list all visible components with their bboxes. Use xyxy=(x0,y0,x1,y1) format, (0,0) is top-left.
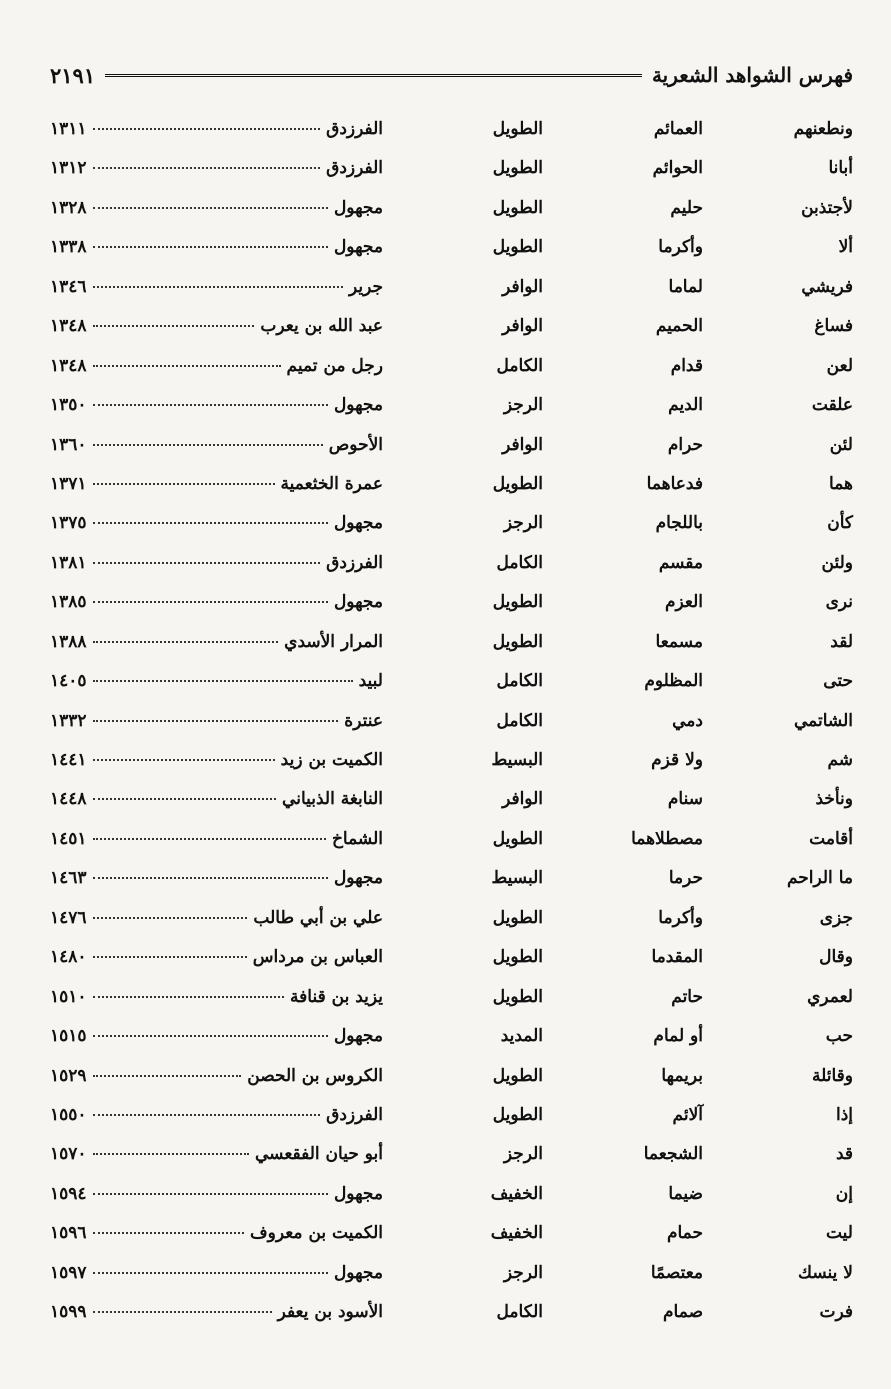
rhyme-word: حرما xyxy=(668,868,703,889)
meter: الطويل xyxy=(492,473,543,494)
dot-leader xyxy=(93,1232,244,1234)
meter: الرجز xyxy=(503,1144,543,1165)
poet-name: عبد الله بن يعرب xyxy=(260,316,383,337)
dot-leader xyxy=(93,246,328,248)
page-reference: ١٤٤٨ xyxy=(50,789,87,810)
rhyme-word: دمي xyxy=(672,710,703,731)
poet-name: أبو حيان الفقعسي xyxy=(254,1144,383,1165)
index-entry xyxy=(50,268,853,307)
rhyme-word: حاتم xyxy=(671,986,703,1007)
first-word: وقائلة xyxy=(812,1065,853,1086)
first-word: ونأخذ xyxy=(815,789,853,810)
first-word: فرت xyxy=(819,1302,853,1323)
meter: البسيط xyxy=(491,750,543,770)
rhyme-word: مصطلاهما xyxy=(631,828,703,849)
index-entry xyxy=(50,1057,853,1096)
index-entry xyxy=(50,426,853,465)
poet-cell xyxy=(50,277,383,297)
poet-name: مجهول xyxy=(333,197,383,218)
page-reference: ١٣٥٠ xyxy=(50,395,87,416)
dot-leader xyxy=(93,680,353,682)
first-word: ليت xyxy=(825,1223,853,1244)
dot-leader xyxy=(93,128,321,130)
rhyme-word: المقدما xyxy=(651,947,703,968)
meter: الطويل xyxy=(492,828,543,849)
rhyme-word: الشجعما xyxy=(643,1144,703,1165)
poet-name: مجهول xyxy=(333,395,383,416)
dot-leader xyxy=(93,838,326,840)
poet-cell xyxy=(50,908,383,928)
poet-cell xyxy=(50,513,383,533)
meter: الكامل xyxy=(496,355,543,376)
first-word: ما الراحم xyxy=(786,868,853,889)
page-reference: ١٥٧٠ xyxy=(50,1144,87,1165)
rhyme-word: مسمعا xyxy=(655,631,703,652)
dot-leader xyxy=(93,1035,328,1037)
poet-cell xyxy=(50,868,383,888)
first-word: كأن xyxy=(827,513,853,534)
page-reference: ١٤٧٦ xyxy=(50,907,87,928)
meter: الطويل xyxy=(492,631,543,652)
poet-cell xyxy=(50,356,383,376)
rhyme-word: الحوائم xyxy=(652,158,703,179)
index-entry xyxy=(50,465,853,504)
first-word: وقال xyxy=(819,947,853,968)
first-word: قد xyxy=(835,1144,853,1165)
poet-name: عمرة الخثعمية xyxy=(280,473,383,494)
poet-name: الفرزدق xyxy=(326,552,383,573)
rhyme-word: حليم xyxy=(670,197,703,218)
index-entry xyxy=(50,938,853,977)
page-reference: ١٣٣٨ xyxy=(50,237,87,258)
poet-name: عنترة xyxy=(344,710,383,731)
rhyme-word: فدعاهما xyxy=(646,473,703,494)
poet-cell xyxy=(50,158,383,178)
poet-name: الفرزدق xyxy=(326,119,383,139)
meter: الوافر xyxy=(502,434,543,455)
page-reference: ١٣٣٢ xyxy=(50,710,87,731)
first-word: إن xyxy=(835,1183,853,1204)
poet-cell xyxy=(50,1263,383,1283)
meter: المديد xyxy=(500,1026,543,1047)
dot-leader xyxy=(93,404,328,406)
poet-cell xyxy=(50,395,383,415)
poet-cell xyxy=(50,435,383,455)
poet-name: علي بن أبي طالب xyxy=(253,907,383,928)
page-reference: ١٣٦٠ xyxy=(50,434,87,455)
poet-cell xyxy=(50,829,383,849)
index-entry xyxy=(50,780,853,819)
dot-leader xyxy=(93,325,255,327)
dot-leader xyxy=(93,759,275,761)
index-entry xyxy=(50,662,853,701)
poet-name: رجل من تميم xyxy=(286,355,383,376)
rhyme-word: المظلوم xyxy=(644,671,703,692)
page-reference: ١٣٤٨ xyxy=(50,316,87,337)
rhyme-word: مقسم xyxy=(658,552,703,573)
index-entry xyxy=(50,149,853,188)
first-word: لأجتذبن xyxy=(801,197,853,218)
first-word: لعمري xyxy=(807,986,853,1007)
index-entry xyxy=(50,1254,853,1293)
first-word: حب xyxy=(825,1026,853,1047)
meter: الطويل xyxy=(492,592,543,613)
first-word: جزى xyxy=(819,907,853,928)
rhyme-word: ولا قزم xyxy=(651,750,703,770)
page-number: ٢١٩١ xyxy=(50,62,96,88)
poet-name: الكروس بن الحصن xyxy=(247,1065,383,1086)
rhyme-word: أو لمام xyxy=(653,1026,703,1047)
page-reference: ١٥٢٩ xyxy=(50,1065,87,1086)
poet-cell xyxy=(50,1066,383,1086)
meter: الكامل xyxy=(496,710,543,731)
meter: البسيط xyxy=(491,868,543,889)
poet-cell xyxy=(50,789,383,809)
rhyme-word: الديم xyxy=(668,395,703,416)
rhyme-word: حمام xyxy=(666,1223,703,1244)
first-word: حتى xyxy=(823,671,853,692)
poet-cell xyxy=(50,671,383,691)
first-word: لقد xyxy=(830,631,853,652)
page-reference: ١٤٥١ xyxy=(50,828,87,849)
index-entry xyxy=(50,702,853,741)
index-entry xyxy=(50,1135,853,1174)
rhyme-word: قدام xyxy=(670,355,703,376)
dot-leader xyxy=(93,641,279,643)
meter: الخفيف xyxy=(490,1223,543,1244)
poet-cell xyxy=(50,711,383,731)
poet-cell xyxy=(50,1223,383,1243)
rhyme-word: العمائم xyxy=(653,119,703,139)
page-reference: ١٣٨١ xyxy=(50,552,87,573)
first-word: أقامت xyxy=(809,828,853,849)
dot-leader xyxy=(93,483,275,485)
page-reference: ١٥٩٤ xyxy=(50,1183,87,1204)
page-reference: ١٥٩٩ xyxy=(50,1302,87,1323)
first-word: لا ينسك xyxy=(798,1262,853,1283)
meter: الرجز xyxy=(503,513,543,534)
page-reference: ١٣٧١ xyxy=(50,473,87,494)
poet-cell xyxy=(50,1026,383,1046)
poet-cell xyxy=(50,1184,383,1204)
poet-name: مجهول xyxy=(333,237,383,258)
dot-leader xyxy=(93,1193,328,1195)
dot-leader xyxy=(93,1311,272,1313)
page-reference: ١٣٤٦ xyxy=(50,276,87,297)
dot-leader xyxy=(93,1075,242,1077)
poet-cell xyxy=(50,750,383,770)
index-entry xyxy=(50,386,853,425)
rhyme-word: وأكرما xyxy=(658,907,703,928)
index-entry xyxy=(50,1293,853,1332)
poet-name: لبيد xyxy=(358,671,383,692)
poet-name: الكميت بن معروف xyxy=(250,1223,383,1244)
rhyme-word: صمام xyxy=(663,1302,703,1323)
rhyme-word: آلائم xyxy=(672,1104,703,1125)
page-reference: ١٣١١ xyxy=(50,119,87,139)
meter: الطويل xyxy=(492,158,543,179)
index-entry xyxy=(50,741,853,780)
index-entry xyxy=(50,307,853,346)
first-word: نرى xyxy=(825,592,853,613)
meter: الوافر xyxy=(502,276,543,297)
index-entry xyxy=(50,820,853,859)
first-word: فساغ xyxy=(814,316,853,337)
poet-cell xyxy=(50,553,383,573)
page-header xyxy=(50,58,853,92)
page-reference: ١٣٧٥ xyxy=(50,513,87,534)
poet-name: المرار الأسدي xyxy=(284,631,383,652)
first-word: الشاتمي xyxy=(794,710,853,731)
poet-name: يزيد بن قنافة xyxy=(290,986,383,1007)
index-entry xyxy=(50,583,853,622)
dot-leader xyxy=(93,917,248,919)
meter: الكامل xyxy=(496,1302,543,1323)
meter: الرجز xyxy=(503,395,543,416)
rhyme-word: بريمها xyxy=(661,1065,703,1086)
rhyme-word: العزم xyxy=(664,592,703,613)
poet-cell xyxy=(50,316,383,336)
poet-name: الكميت بن زيد xyxy=(280,750,383,770)
page-title: فهرس الشواهد الشعرية xyxy=(651,63,853,87)
dot-leader xyxy=(93,1114,321,1116)
first-word: إذا xyxy=(835,1104,853,1125)
first-word: شم xyxy=(827,750,853,770)
index-list xyxy=(50,110,853,1333)
page-reference: ١٤٠٥ xyxy=(50,671,87,692)
first-word: لعن xyxy=(826,355,853,376)
page-reference: ١٤٤١ xyxy=(50,750,87,770)
dot-leader xyxy=(93,444,323,446)
poet-cell xyxy=(50,1302,383,1322)
poet-name: الأحوص xyxy=(328,434,383,455)
page-reference: ١٣٤٨ xyxy=(50,355,87,376)
meter: الطويل xyxy=(492,237,543,258)
dot-leader xyxy=(93,522,328,524)
poet-name: الأسود بن يعفر xyxy=(277,1302,383,1323)
dot-leader xyxy=(93,956,247,958)
index-entry xyxy=(50,1214,853,1253)
meter: الكامل xyxy=(496,552,543,573)
poet-name: الفرزدق xyxy=(326,1104,383,1125)
index-entry xyxy=(50,544,853,583)
index-entry xyxy=(50,978,853,1017)
meter: الطويل xyxy=(492,197,543,218)
page-reference: ١٣٢٨ xyxy=(50,197,87,218)
poet-name: مجهول xyxy=(333,592,383,613)
first-word: ولئن xyxy=(821,552,853,573)
meter: الطويل xyxy=(492,986,543,1007)
meter: الوافر xyxy=(502,789,543,810)
poet-name: الفرزدق xyxy=(326,158,383,179)
page-reference: ١٤٨٠ xyxy=(50,947,87,968)
dot-leader xyxy=(93,720,339,722)
dot-leader xyxy=(93,877,328,879)
meter: الخفيف xyxy=(490,1183,543,1204)
index-entry xyxy=(50,228,853,267)
rhyme-word: ضيما xyxy=(668,1183,703,1204)
first-word: هما xyxy=(829,473,853,494)
index-entry xyxy=(50,189,853,228)
first-word: ألا xyxy=(838,237,853,258)
page-reference: ١٥١٥ xyxy=(50,1026,87,1047)
poet-name: النابغة الذبياني xyxy=(282,789,383,810)
meter: الطويل xyxy=(492,1065,543,1086)
poet-cell xyxy=(50,592,383,612)
meter: الكامل xyxy=(496,671,543,692)
poet-name: مجهول xyxy=(333,1026,383,1047)
page-reference: ١٥١٠ xyxy=(50,986,87,1007)
dot-leader xyxy=(93,207,328,209)
meter: الطويل xyxy=(492,119,543,139)
poet-name: مجهول xyxy=(333,1183,383,1204)
index-entry xyxy=(50,623,853,662)
index-entry xyxy=(50,1175,853,1214)
page-reference: ١٣٨٨ xyxy=(50,631,87,652)
page-reference: ١٣٨٥ xyxy=(50,592,87,613)
index-entry xyxy=(50,347,853,386)
page-reference: ١٥٥٠ xyxy=(50,1104,87,1125)
poet-cell xyxy=(50,1105,383,1125)
index-entry xyxy=(50,1017,853,1056)
poet-cell xyxy=(50,237,383,257)
dot-leader xyxy=(93,996,285,998)
poet-name: الشماخ xyxy=(331,828,383,849)
first-word: علقت xyxy=(811,395,853,416)
dot-leader xyxy=(93,365,281,367)
poet-cell xyxy=(50,947,383,967)
poet-name: مجهول xyxy=(333,868,383,889)
index-entry xyxy=(50,859,853,898)
meter: الطويل xyxy=(492,1104,543,1125)
first-word: فريشي xyxy=(801,276,853,297)
meter: الطويل xyxy=(492,907,543,928)
first-word: أبانا xyxy=(828,158,853,179)
page-reference: ١٥٩٦ xyxy=(50,1223,87,1244)
rhyme-word: وأكرما xyxy=(658,237,703,258)
first-word: لئن xyxy=(829,434,853,455)
index-entry xyxy=(50,899,853,938)
poet-cell xyxy=(50,474,383,494)
poet-cell xyxy=(50,1144,383,1164)
first-word: ونطعنهم xyxy=(793,119,853,139)
page-reference: ١٥٩٧ xyxy=(50,1262,87,1283)
dot-leader xyxy=(93,167,321,169)
meter: الوافر xyxy=(502,316,543,337)
page-reference: ١٣١٢ xyxy=(50,158,87,179)
poet-cell xyxy=(50,632,383,652)
rhyme-word: معتصمًا xyxy=(650,1262,703,1283)
poet-cell xyxy=(50,987,383,1007)
rhyme-word: الحميم xyxy=(655,316,703,337)
index-entry xyxy=(50,1096,853,1135)
dot-leader xyxy=(93,601,328,603)
poet-name: مجهول xyxy=(333,1262,383,1283)
dot-leader xyxy=(93,286,343,288)
rhyme-word: لماما xyxy=(668,276,703,297)
index-entry xyxy=(50,110,853,149)
poet-cell xyxy=(50,198,383,218)
dot-leader xyxy=(93,1153,249,1155)
page-reference: ١٤٦٣ xyxy=(50,868,87,889)
index-entry xyxy=(50,504,853,543)
poet-cell xyxy=(50,119,383,139)
header-rule xyxy=(105,74,642,77)
poet-name: جرير xyxy=(349,276,383,297)
dot-leader xyxy=(93,798,277,800)
meter: الطويل xyxy=(492,947,543,968)
dot-leader xyxy=(93,562,321,564)
rhyme-word: سنام xyxy=(667,789,703,810)
dot-leader xyxy=(93,1272,328,1274)
rhyme-word: حرام xyxy=(667,434,703,455)
poet-name: مجهول xyxy=(333,513,383,534)
poet-name: العباس بن مرداس xyxy=(252,947,383,968)
meter: الرجز xyxy=(503,1262,543,1283)
rhyme-word: باللجام xyxy=(655,513,703,534)
